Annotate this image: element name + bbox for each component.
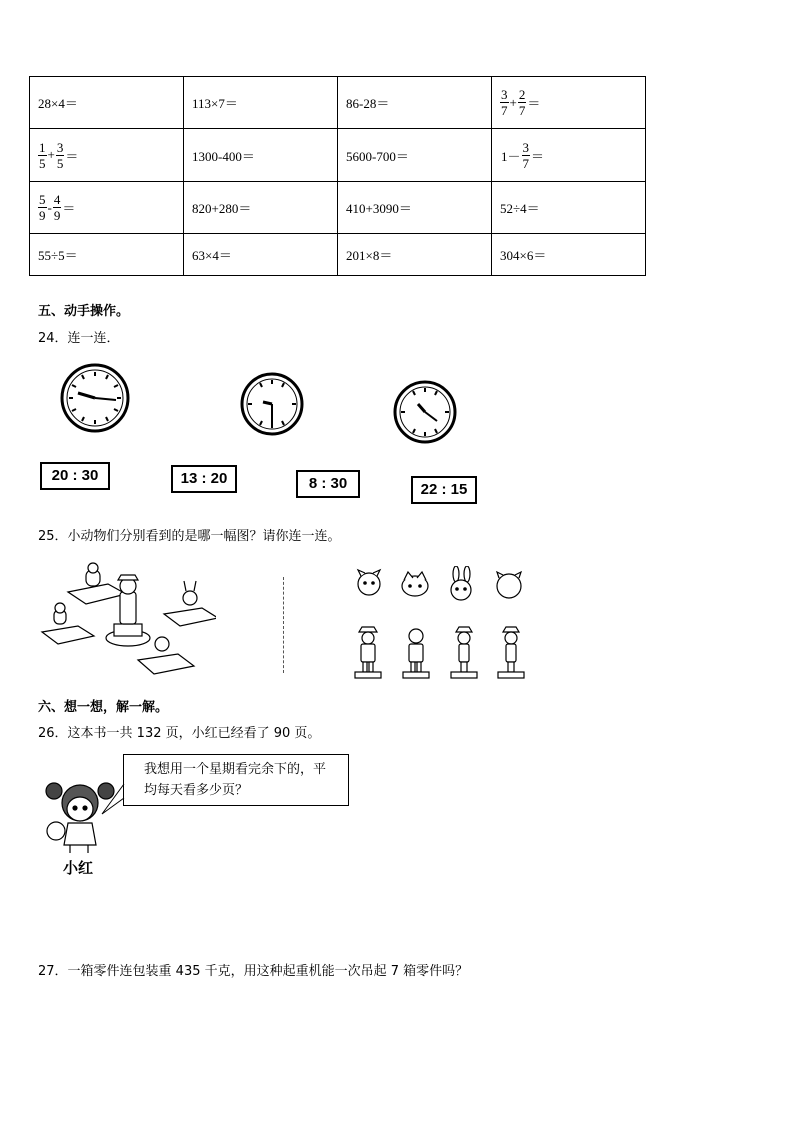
calc-cell: 820+280＝ xyxy=(184,182,338,234)
clock-icon xyxy=(58,362,132,434)
calc-cell: 304×6＝ xyxy=(492,234,646,276)
digital-time-box: 20 : 30 xyxy=(40,462,110,490)
clock-icon xyxy=(389,379,461,445)
calc-cell: $\frac{3}{7}$ + $\frac{2}{7}$ ＝ xyxy=(492,77,646,129)
section-5-title: 五、动手操作。 xyxy=(38,304,130,319)
calc-cell: 86-28＝ xyxy=(338,77,492,129)
animals-scene-illustration xyxy=(38,562,216,680)
fraction: $\frac{5}{9}$ xyxy=(39,192,46,223)
animal-head-icon xyxy=(353,568,387,598)
calc-cell: 5600-700＝ xyxy=(338,129,492,182)
fraction: $\frac{1}{5}$ xyxy=(39,139,46,171)
figure-view-icon xyxy=(496,626,526,680)
speech-bubble-line: 均每天看多少页？ xyxy=(144,783,249,798)
question-26: 26．这本书一共 132 页，小红已经看了 90 页。 xyxy=(38,726,321,741)
fraction: $\frac{3}{5}$ xyxy=(56,139,64,171)
speech-bubble xyxy=(123,754,349,806)
animal-head-icon xyxy=(493,570,525,600)
animal-head-icon xyxy=(399,570,433,600)
question-24: 24．连一连． xyxy=(38,331,120,346)
fraction: $\frac{2}{7}$ xyxy=(518,87,526,118)
calculation-table xyxy=(29,76,646,276)
figure-view-icon xyxy=(353,626,383,680)
question-27: 27．一箱零件连包装重 435 千克，用这种起重机能一次吊起 7 箱零件吗？ xyxy=(38,964,469,979)
calc-cell: 201×8＝ xyxy=(338,234,492,276)
speech-bubble-line: 我想用一个星期看完余下的，平 xyxy=(144,762,327,777)
calc-cell: 28×4＝ xyxy=(30,77,184,129)
calc-cell: 410+3090＝ xyxy=(338,182,492,234)
digital-time-box: 22 : 15 xyxy=(411,476,477,504)
section-6-title: 六、想一想，解一解。 xyxy=(38,700,169,715)
fraction: $\frac{3}{7}$ xyxy=(522,139,530,171)
digital-time-box: 13 : 20 xyxy=(171,465,237,493)
clock-icon xyxy=(236,371,308,437)
girl-name-label: 小红 xyxy=(63,859,94,877)
calc-cell: 113×7＝ xyxy=(184,77,338,129)
animal-head-icon xyxy=(445,566,479,602)
calc-cell: 55÷5＝ xyxy=(30,234,184,276)
calc-cell: 63×4＝ xyxy=(184,234,338,276)
question-25: 25．小动物们分别看到的是哪一幅图？请你连一连。 xyxy=(38,529,341,544)
calc-cell: $\frac{5}{9}$ - $\frac{4}{9}$ ＝ xyxy=(30,182,184,234)
figure-view-icon xyxy=(449,626,479,680)
dashed-divider xyxy=(283,577,284,673)
fraction: $\frac{4}{9}$ xyxy=(53,192,61,223)
calc-cell: 1－ $\frac{3}{7}$ ＝ xyxy=(492,129,646,182)
fraction: $\frac{3}{7}$ xyxy=(501,87,508,118)
calc-cell: $\frac{1}{5}$ + $\frac{3}{5}$ ＝ xyxy=(30,129,184,182)
calc-cell: 1300-400＝ xyxy=(184,129,338,182)
figure-view-icon xyxy=(401,626,431,680)
calc-cell: 52÷4＝ xyxy=(492,182,646,234)
digital-time-box: 8 : 30 xyxy=(296,470,360,498)
